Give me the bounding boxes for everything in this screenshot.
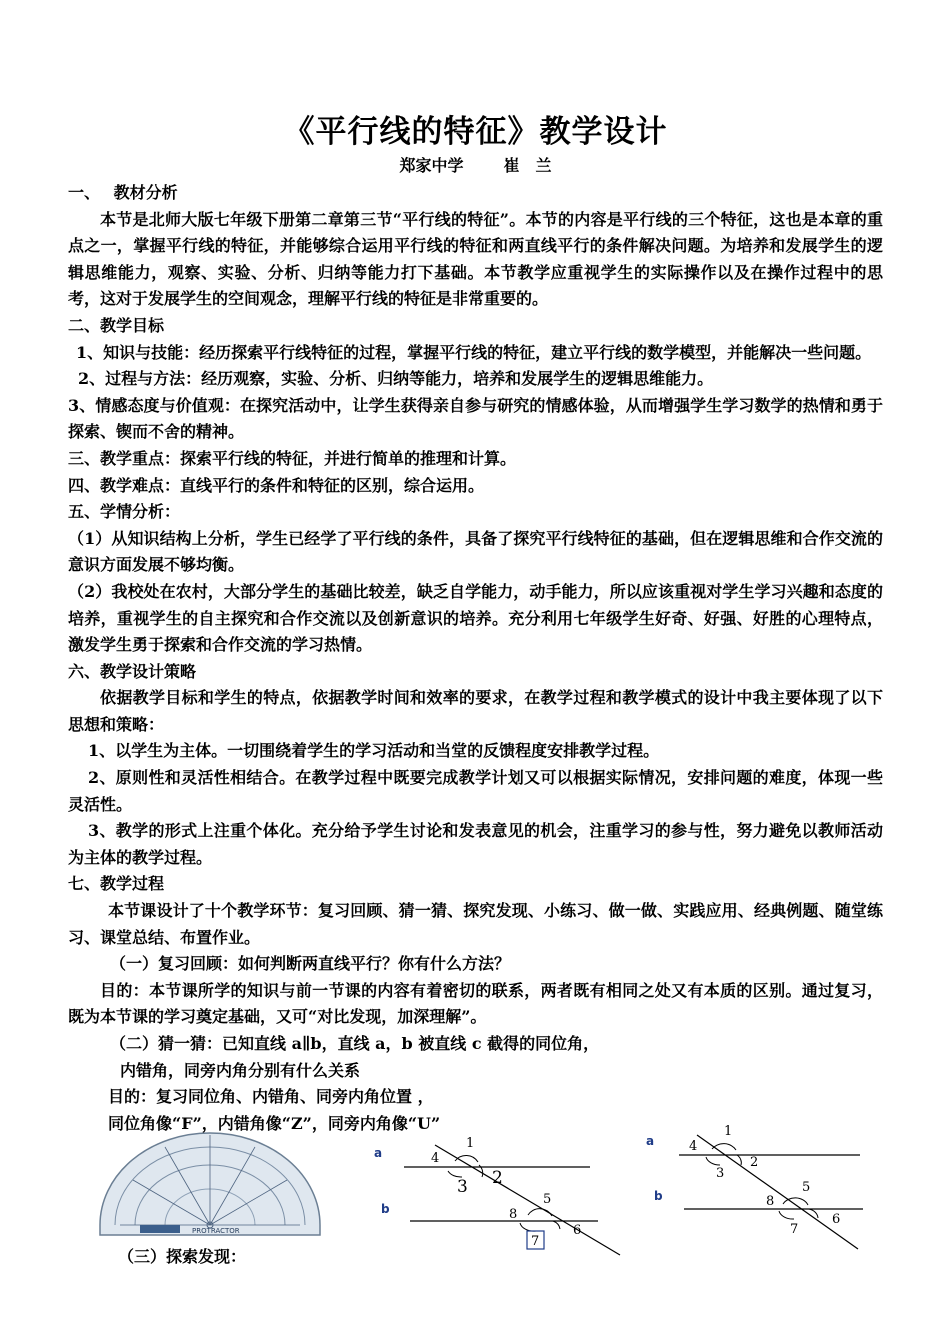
paragraph: 2、过程与方法：经历观察，实验、分析、归纳等能力，培养和发展学生的逻辑思维能力。 <box>78 369 714 389</box>
paragraph: （2）我校处在农村，大部分学生的基础比较差，缺乏自学能力，动手能力，所以应该重视对学生学习兴趣和态度的培养，重视学生的自主探究和合作交流以及创新意识的培养。充分利用七年级学生好奇、好强、好胜的心理特点，激发学生勇于探索和合作交流的学习热情。 <box>68 581 883 655</box>
paragraph: 本节是北师大版七年级下册第二章第三节“平行线的特征”。本节的内容是平行线的三个特征，这也是本章的重点之一，掌握平行线的特征，并能够综合运用平行线的特征和两直线平行的条件解决问题。为培养和发展学生的逻辑思维能力，观察、实验、分析、归纳等能力打下基础。本节教学应重视学生的实际操作以及在操作过程中的思考，这对于发展学生的空间观念，理解平行线的特征是非常重要的。 <box>68 209 883 309</box>
section-heading: 二、教学目标 <box>68 315 165 335</box>
figures-area <box>0 1125 950 1275</box>
document-page <box>68 100 883 1137</box>
author-name: 崔 兰 <box>503 156 552 175</box>
paragraph: 3、情感态度与价值观：在探究活动中，让学生获得亲自参与研究的情感体验，从而增强学生学习数学的热情和勇于探索、锲而不舍的精神。 <box>68 395 883 442</box>
paragraph: （1）从知识结构上分析，学生已经学了平行线的条件，具备了探究平行线特征的基础，但在逻辑思维和合作交流的意识方面发展不够均衡。 <box>68 528 883 575</box>
author-school: 郑家中学 <box>399 156 464 175</box>
angle-label: 3 <box>716 1166 725 1181</box>
section-heading: （三）探索发现： <box>118 1247 247 1266</box>
paragraph: 目的：本节课所学的知识与前一节课的内容有着密切的联系，两者既有相同之处又有本质的区别。通过复习，既为本节课的学习奠定基础，又可“对比发现，加深理解”。 <box>68 980 883 1027</box>
angle-label: 8 <box>509 1207 518 1222</box>
protractor-image <box>100 1133 320 1235</box>
angle-label: 7 <box>790 1222 799 1237</box>
angle-label: 5 <box>543 1192 552 1207</box>
section-heading: 一、 教材分析 <box>68 183 178 202</box>
author-line <box>68 153 883 176</box>
paragraph: 依据教学目标和学生的特点，依据教学时间和效率的要求，在教学过程和教学模式的设计中我主要体现了以下思想和策略： <box>68 688 883 734</box>
angle-label: 6 <box>832 1212 841 1227</box>
section-heading: 四、教学难点：直线平行的条件和特征的区别，综合运用。 <box>68 475 485 495</box>
paragraph: 本节课设计了十个教学环节：复习回顾、猜一猜、探究发现、小练习、做一做、实践应用、经典例题、随堂练习、课堂总结、布置作业。 <box>68 901 883 947</box>
parallel-lines-figure-2 <box>646 1125 863 1249</box>
angle-label: 2 <box>750 1155 759 1170</box>
angle-label: 1 <box>724 1125 733 1139</box>
section-heading: 七、教学过程 <box>68 874 165 894</box>
paragraph: （二）猜一猜：已知直线 a∥b，直线 a，b 被直线 c 截得的同位角， <box>110 1034 600 1053</box>
angle-label: 7 <box>531 1234 540 1249</box>
angle-label: 5 <box>802 1180 811 1195</box>
angle-label: 6 <box>573 1223 582 1238</box>
section-heading: 三、教学重点：探索平行线的特征，并进行简单的推理和计算。 <box>68 448 517 468</box>
parallel-lines-figure-1 <box>374 1136 620 1255</box>
section-heading: 六、教学设计策略 <box>68 661 197 681</box>
angle-label: 4 <box>431 1151 440 1166</box>
paragraph: 同位角像“F”，内错角像“Z”，同旁内角像“U” <box>108 1113 441 1133</box>
angle-label: 4 <box>689 1139 698 1154</box>
line-b-label: b <box>654 1189 663 1203</box>
line-a-label: a <box>374 1146 383 1160</box>
line-b-label: b <box>381 1202 390 1216</box>
protractor-brand: PROTRACTOR <box>192 1227 240 1235</box>
angle-label: 8 <box>766 1194 775 1209</box>
list-item: 1、以学生为主体。一切围绕着学生的学习活动和当堂的反馈程度安排教学过程。 <box>88 741 660 761</box>
document-title: 《平行线的特征》教学设计 <box>283 114 668 150</box>
list-item: 3、教学的形式上注重个体化。充分给予学生讨论和发表意见的机会，注重学习的参与性，努力避免以教师活动为主体的教学过程。 <box>68 821 883 867</box>
line-a-label: a <box>646 1134 655 1148</box>
section-heading: 五、学情分析： <box>68 502 181 522</box>
angle-label: 1 <box>466 1136 475 1151</box>
paragraph: 1、知识与技能：经历探索平行线特征的过程，掌握平行线的特征，建立平行线的数学模型，并能解决一些问题。 <box>76 342 872 362</box>
paragraph: 内错角，同旁内角分别有什么关系 <box>120 1060 361 1080</box>
list-item: 2、原则性和灵活性相结合。在教学过程中既要完成教学计划又可以根据实际情况，安排问题的难度，体现一些灵活性。 <box>68 768 883 814</box>
angle-label: 3 <box>457 1177 468 1197</box>
paragraph: （一）复习回顾：如何判断两直线平行？你有什么方法？ <box>110 954 511 974</box>
angle-label: 2 <box>492 1168 503 1188</box>
paragraph: 目的：复习同位角、内错角、同旁内角位置 ， <box>108 1087 434 1107</box>
